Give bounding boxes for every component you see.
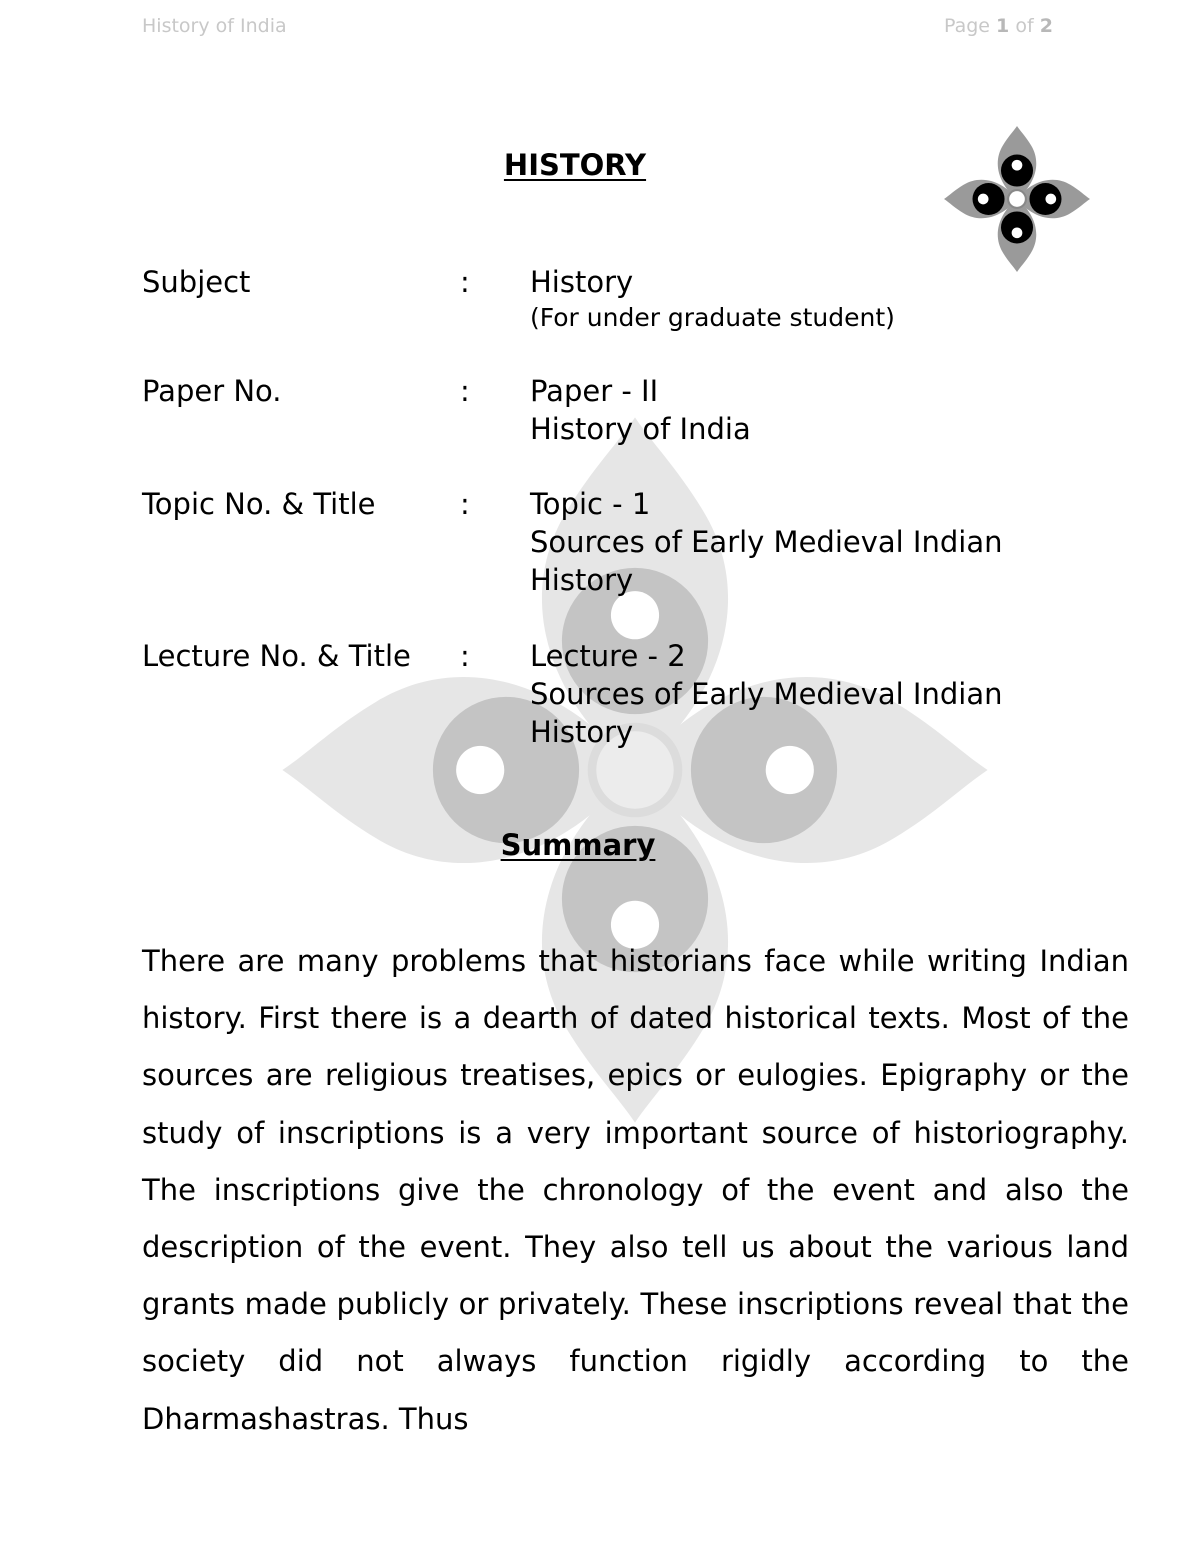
info-value	[530, 372, 1090, 448]
header-page-number	[944, 15, 1053, 37]
info-colon: :	[460, 265, 470, 299]
page-current: 1	[996, 15, 1010, 37]
info-value-line: Sources of Early Medieval Indian	[530, 677, 1003, 711]
page-total: 2	[1039, 15, 1053, 37]
info-value-line: History	[530, 563, 634, 597]
summary-heading: Summary	[500, 828, 656, 862]
info-label: Subject	[142, 265, 251, 299]
info-label: Lecture No. & Title	[142, 639, 411, 673]
info-value-line: Lecture - 2	[530, 639, 686, 673]
info-value-line: Sources of Early Medieval Indian	[530, 525, 1003, 559]
info-note: (For under graduate student)	[530, 303, 895, 332]
page-of: of	[1015, 15, 1034, 37]
info-value-line: Topic - 1	[530, 487, 651, 521]
info-colon: :	[460, 374, 470, 408]
summary-paragraph: There are many problems that historians face while writing Indian history. First there is a dearth of dated historical texts. Most of the sources are religious treatises, epics or eulogies. Epigraphy or the study of inscriptions is a very important source of historiography. The inscriptions give the chronology of the event and also the description of the event. They also tell us about the various land grants made publicly or privately. These inscriptions reveal that the society did not always function rigidly according to the Dharmashastras. Thus	[142, 944, 1129, 1436]
info-label: Paper No.	[142, 374, 282, 408]
info-value	[530, 485, 1090, 599]
info-value-line: History	[530, 715, 634, 749]
header-doc-title: History of India	[142, 15, 287, 37]
info-value	[530, 263, 1090, 335]
info-colon: :	[460, 639, 470, 673]
page-title: HISTORY	[503, 148, 647, 182]
info-value	[530, 637, 1090, 751]
info-colon: :	[460, 487, 470, 521]
info-label: Topic No. & Title	[142, 487, 376, 521]
info-value-line: History	[530, 265, 634, 299]
emblem-logo-icon	[928, 110, 1106, 288]
info-value-line: Paper - II	[530, 374, 659, 408]
info-value-line: History of India	[530, 412, 751, 446]
page-word: Page	[944, 15, 990, 37]
